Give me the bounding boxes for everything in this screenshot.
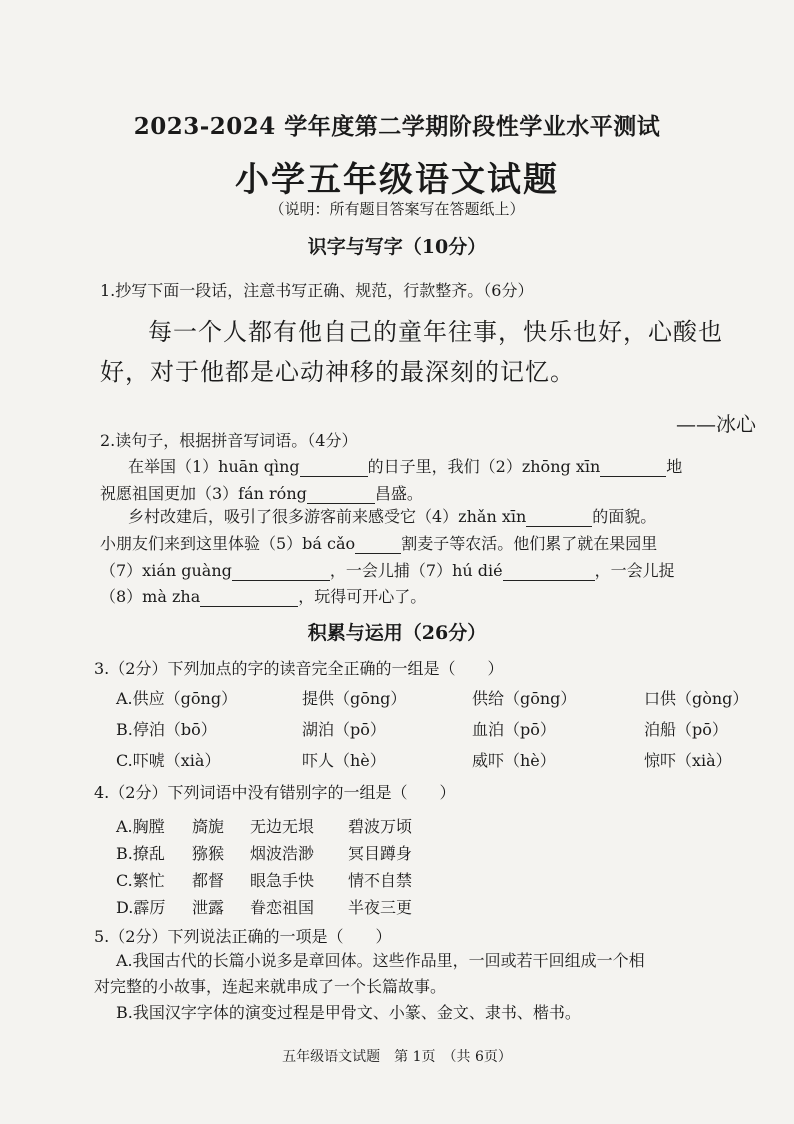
answer-blank[interactable] [200,588,298,607]
q4-word: 半夜三更 [348,898,413,917]
q4-word: 碧波万顷 [348,817,413,836]
q4-word: D.霹厉 [116,898,166,917]
q4-word: B.撩乱 [116,844,165,863]
q2-text: 割麦子等农活。他们累了就在果园里 [401,534,658,553]
q4-word: 泄露 [192,898,225,917]
passage-line-2: 好，对于他都是心动神移的最深刻的记忆。 [100,358,575,386]
passage-line-1: 每一个人都有他自己的童年往事，快乐也好，心酸也 [148,318,723,346]
passage-author: ——冰心 [676,412,756,436]
q2-text: 地 [666,457,683,476]
section-heading-literacy: 识字与写字（10分） [307,236,487,258]
q4-word: 都督 [192,871,225,890]
q2-text: （8）mà zha [100,587,201,606]
q3-a-4: 口供（gòng） [644,689,749,708]
q5-option-a-line-2: 对完整的小故事，连起来就串成了一个长篇故事。 [94,977,447,996]
q2-text: （7）xián guàng [100,561,232,580]
q2-text: 祝愿祖国更加（3）fán róng [100,484,307,503]
question-2-line-4 [100,531,657,554]
q3-c-3: 威吓（hè） [472,751,556,770]
question-2-line-1 [128,454,682,477]
question-5-prompt: 5.（2分）下列说法正确的一项是（ ） [94,927,392,946]
q4-word: A.胸膛 [116,817,165,836]
q4-word: 猕猴 [192,844,225,863]
q4-word: 眼急手快 [250,871,315,890]
question-1-prompt: 1.抄写下面一段话，注意书写正确、规范，行款整齐。（6分） [100,281,534,300]
q3-b-2: 湖泊（pō） [302,720,386,739]
q4-word: 无边无垠 [250,817,315,836]
q4-word: 冥目蹲身 [348,844,413,863]
section-heading-accumulation: 积累与运用（26分） [307,622,487,644]
answer-blank[interactable] [526,508,592,527]
q2-text: 小朋友们来到这里体验（5）bá cǎo [100,534,356,553]
question-2-line-6 [100,584,426,607]
q2-text: ，一会儿捉 [594,561,675,580]
q4-word: 眷恋祖国 [250,898,315,917]
q2-text: 的日子里，我们（2）zhōng xīn [367,457,601,476]
q3-c-2: 吓人（hè） [302,751,386,770]
q4-word: 旖旎 [192,817,225,836]
q5-option-a-line-1[interactable]: A.我国古代的长篇小说多是章回体。这些作品里，一回或若干回组成一个相 [116,951,645,970]
q3-b-3: 血泊（pō） [472,720,556,739]
question-3-prompt: 3.（2分）下列加点的字的读音完全正确的一组是（ ） [94,659,504,678]
q2-text: 的面貌。 [592,507,657,526]
q3-b-4: 泊船（pō） [644,720,728,739]
q2-text: 昌盛。 [374,484,423,503]
answer-blank[interactable] [355,535,401,554]
instruction-note: （说明：所有题目答案写在答题纸上） [269,200,525,218]
page-footer: 五年级语文试题 第 1页 （共 6页） [282,1049,512,1065]
q3-a-1: A.供应（gōng） [116,689,238,708]
q4-word: C.繁忙 [116,871,165,890]
question-2-prompt: 2.读句子，根据拼音写词语。（4分） [100,431,358,450]
q2-text: 乡村改建后，吸引了很多游客前来感受它（4）zhǎn xīn [128,507,527,526]
answer-blank[interactable] [600,458,666,477]
q3-c-1: C.吓唬（xià） [116,751,221,770]
answer-blank[interactable] [232,562,330,581]
answer-blank[interactable] [307,485,375,504]
q2-text: ，一会儿捕（7）hú dié [329,561,503,580]
question-2-line-3 [128,504,656,527]
q2-text: 在举国（1）huān qìng [128,457,300,476]
exam-subtitle: 小学五年级语文试题 [235,160,559,200]
question-2-line-5 [100,558,675,581]
question-4-prompt: 4.（2分）下列词语中没有错别字的一组是（ ） [94,783,456,802]
exam-title: 2023-2024 学年度第二学期阶段性学业水平测试 [133,113,661,140]
q3-c-4: 惊吓（xià） [644,751,732,770]
q4-word: 情不自禁 [348,871,413,890]
q3-a-2: 提供（gōng） [302,689,407,708]
answer-blank[interactable] [300,458,368,477]
q2-text: ，玩得可开心了。 [298,587,427,606]
q3-a-3: 供给（gōng） [472,689,577,708]
q5-option-b[interactable]: B.我国汉字字体的演变过程是甲骨文、小篆、金文、隶书、楷书。 [116,1003,581,1022]
q3-b-1: B.停泊（bō） [116,720,217,739]
answer-blank[interactable] [503,562,595,581]
q4-word: 烟波浩渺 [250,844,315,863]
question-2-line-2 [100,481,423,504]
